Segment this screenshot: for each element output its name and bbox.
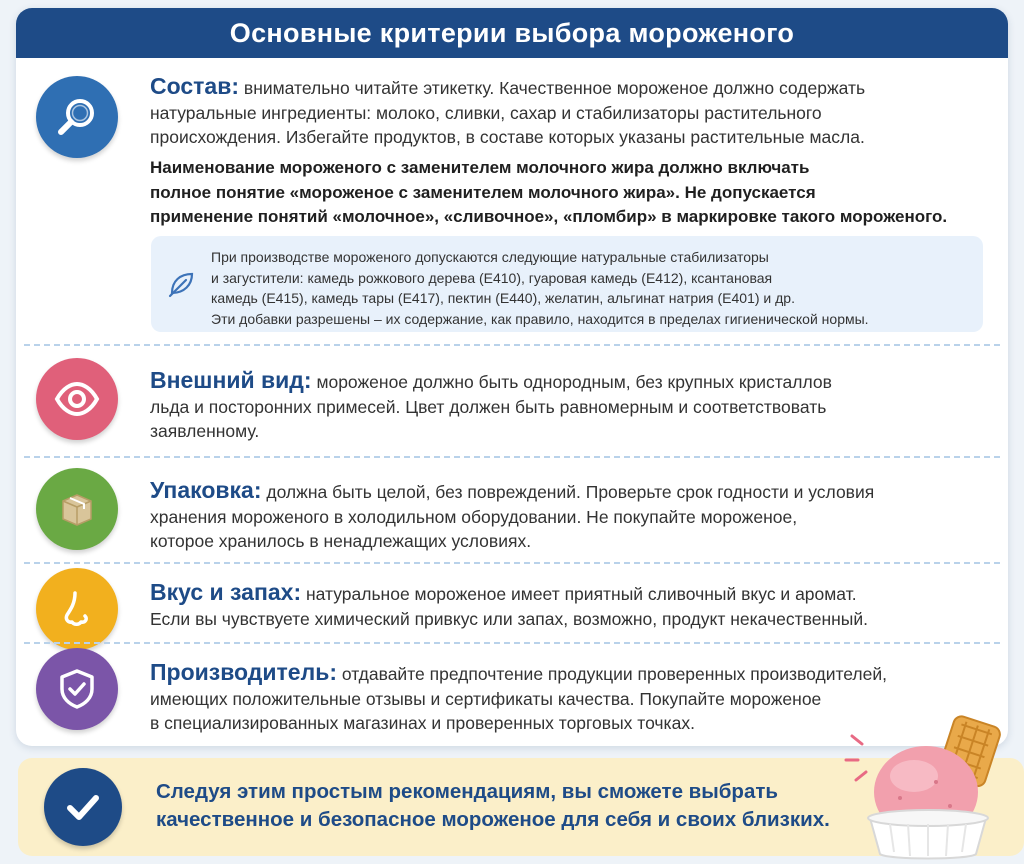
composition-warning-line: Наименование мороженого с заменителем молочного жира должно включать — [150, 158, 810, 177]
section-composition-line: происхождения. Избегайте продуктов, в составе которых указаны растительные масла. — [150, 127, 865, 147]
composition-warning — [150, 156, 947, 230]
divider — [24, 562, 1000, 564]
eye-icon — [36, 358, 118, 440]
infobox-line: и загустители: камедь рожкового дерева (Е410), гуаровая камедь (Е412), ксантановая — [211, 269, 773, 286]
title-bar — [16, 8, 1008, 58]
divider — [24, 456, 1000, 458]
page-title: Основные критерии выбора мороженого — [229, 17, 795, 48]
section-composition-line: внимательно читайте этикетку. Качественное мороженое должно содержать — [243, 78, 866, 98]
checkmark-icon — [44, 768, 122, 846]
section-packaging-line: которое хранилось в ненадлежащих условиях. — [150, 531, 532, 551]
section-taste-line: Если вы чувствуете химический привкус или запах, возможно, продукт некачественный. — [150, 608, 869, 629]
section-taste-term: Вкус и запах: — [150, 579, 302, 605]
section-taste-text — [150, 580, 868, 631]
section-taste-line: натуральное мороженое имеет приятный сливочный вкус и аромат. — [305, 584, 857, 604]
ice-cream-bowl-icon — [840, 706, 1020, 862]
composition-warning-line: полное понятие «мороженое с заменителем молочного жира». Не допускается — [150, 182, 816, 202]
section-packaging-line: хранения мороженого в холодильном оборудовании. Не покупайте мороженое, — [150, 506, 798, 527]
section-composition-text — [150, 74, 865, 150]
section-manufacturer-line: имеющих положительные отзывы и сертификаты качества. Покупайте мороженое — [150, 688, 822, 709]
section-manufacturer-line: отдавайте предпочтение продукции проверенных производителей, — [341, 664, 888, 684]
section-appearance-line: льда и посторонних примесей. Цвет должен быть равномерным и соответствовать — [150, 396, 827, 417]
section-packaging-term: Упаковка: — [150, 477, 262, 503]
divider — [24, 642, 1000, 644]
summary-text — [156, 778, 830, 834]
section-composition-line: натуральные ингредиенты: молоко, сливки, сахар и стабилизаторы растительного — [150, 102, 822, 123]
section-manufacturer-term: Производитель: — [150, 659, 337, 685]
composition-warning-line: применение понятий «молочное», «сливочное», «пломбир» в маркировке такого мороженого. — [150, 207, 948, 226]
section-appearance-term: Внешний вид: — [150, 367, 312, 393]
infobox-line: Эти добавки разрешены – их содержание, как правило, находится в пределах гигиенической нормы. — [211, 310, 869, 327]
shield-check-icon — [36, 648, 118, 730]
search-icon — [36, 76, 118, 158]
section-appearance-text — [150, 368, 832, 444]
summary-line: Следуя этим простым рекомендациям, вы сможете выбрать — [156, 780, 778, 803]
summary-line: качественное и безопасное мороженое для себя и своих близких. — [156, 808, 830, 831]
stabilizers-infobox — [151, 236, 983, 332]
box-icon — [36, 468, 118, 550]
leaf-icon — [151, 236, 211, 332]
infobox-text — [211, 236, 869, 332]
nose-icon — [36, 568, 118, 650]
section-manufacturer-line: в специализированных магазинах и проверенных торговых точках. — [150, 713, 695, 733]
infobox-line: камедь (Е415), камедь тары (Е417), пектин (Е440), желатин, альгинат натрия (Е401) и др. — [211, 290, 795, 306]
section-packaging-text — [150, 478, 874, 554]
section-appearance-line: заявленному. — [150, 421, 260, 441]
section-manufacturer-text — [150, 660, 887, 736]
divider — [24, 344, 1000, 346]
infobox-line: При производстве мороженого допускаются следующие натуральные стабилизаторы — [211, 249, 769, 265]
section-composition-term: Состав: — [150, 73, 240, 99]
section-appearance-line: мороженое должно быть однородным, без крупных кристаллов — [316, 372, 832, 392]
section-packaging-line: должна быть целой, без повреждений. Проверьте срок годности и условия — [266, 482, 875, 502]
criteria-card — [16, 8, 1008, 746]
